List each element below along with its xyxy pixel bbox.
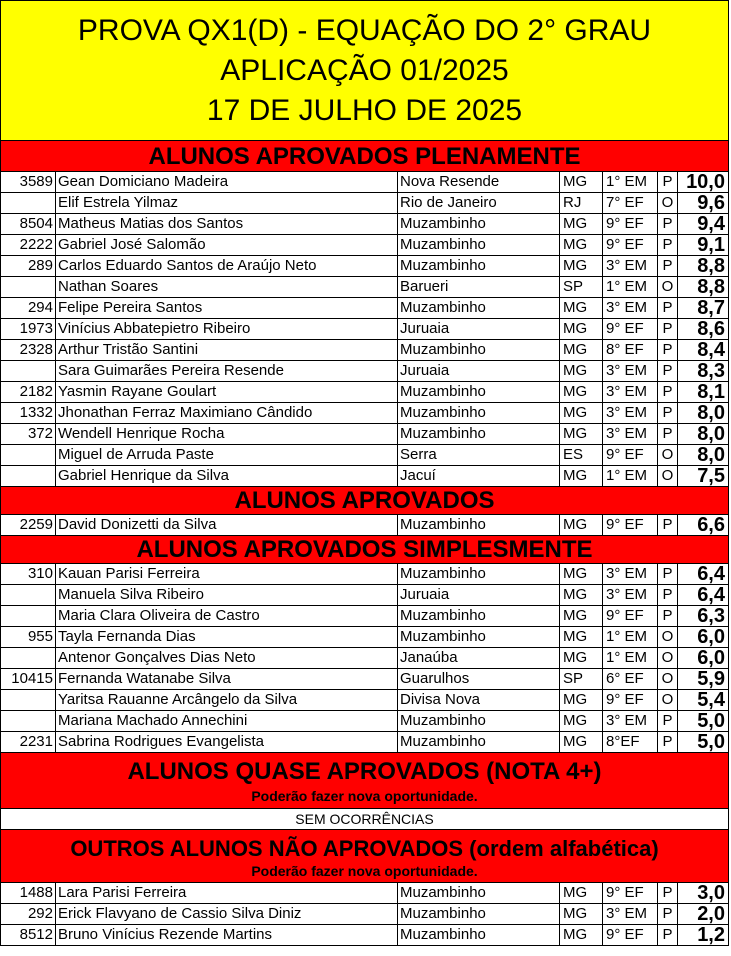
table-row: [1, 690, 728, 711]
student-type: P: [658, 564, 678, 584]
student-grade: 1° EM: [603, 172, 658, 192]
student-score: 9,4: [697, 214, 725, 234]
student-type: O: [658, 627, 678, 647]
student-name: Tayla Fernanda Dias: [56, 627, 398, 647]
student-state: MG: [560, 606, 603, 626]
student-type: P: [658, 340, 678, 360]
student-score: 8,4: [697, 340, 725, 360]
table-row: [1, 256, 728, 277]
student-city: Nova Resende: [398, 172, 560, 192]
student-state: MG: [560, 515, 603, 535]
student-id: 2328: [1, 340, 56, 360]
student-grade: 8° EF: [603, 340, 658, 360]
student-id: [1, 648, 56, 668]
header-application: APLICAÇÃO 01/2025: [220, 53, 509, 87]
student-city: Barueri: [398, 277, 560, 297]
student-state: SP: [560, 669, 603, 689]
student-id: [1, 711, 56, 731]
student-city: Muzambinho: [398, 298, 560, 318]
table-row: [1, 319, 728, 340]
student-grade: 9° EF: [603, 214, 658, 234]
student-score: 8,3: [697, 361, 725, 381]
student-city: Muzambinho: [398, 925, 560, 945]
student-id: 2222: [1, 235, 56, 255]
student-state: MG: [560, 319, 603, 339]
student-type: O: [658, 648, 678, 668]
student-state: MG: [560, 298, 603, 318]
table-row: [1, 403, 728, 424]
student-state: MG: [560, 466, 603, 486]
student-city: Muzambinho: [398, 382, 560, 402]
student-score: 8,1: [697, 382, 725, 402]
student-city: Divisa Nova: [398, 690, 560, 710]
student-id: 8512: [1, 925, 56, 945]
student-name: Felipe Pereira Santos: [56, 298, 398, 318]
student-id: 8504: [1, 214, 56, 234]
student-id: [1, 361, 56, 381]
student-name: Erick Flavyano de Cassio Silva Diniz: [56, 904, 398, 924]
student-grade: 9° EF: [603, 925, 658, 945]
table-row: [1, 382, 728, 403]
student-type: P: [658, 361, 678, 381]
table-row: [1, 424, 728, 445]
student-id: 3589: [1, 172, 56, 192]
student-city: Muzambinho: [398, 883, 560, 903]
table-row: [1, 627, 728, 648]
student-name: Kauan Parisi Ferreira: [56, 564, 398, 584]
student-state: MG: [560, 235, 603, 255]
student-type: O: [658, 466, 678, 486]
student-id: [1, 690, 56, 710]
student-grade: 3° EM: [603, 361, 658, 381]
section-outros-table: [1, 883, 728, 946]
student-state: MG: [560, 424, 603, 444]
student-id: [1, 445, 56, 465]
table-row: [1, 340, 728, 361]
student-name: Matheus Matias dos Santos: [56, 214, 398, 234]
student-score: 8,8: [697, 256, 725, 276]
student-city: Muzambinho: [398, 424, 560, 444]
section-outros-header: [1, 830, 728, 883]
student-city: Muzambinho: [398, 564, 560, 584]
student-city: Muzambinho: [398, 515, 560, 535]
student-id: 310: [1, 564, 56, 584]
student-type: P: [658, 904, 678, 924]
student-state: MG: [560, 883, 603, 903]
table-row: [1, 732, 728, 753]
student-state: MG: [560, 690, 603, 710]
section-plenamente-title: ALUNOS APROVADOS PLENAMENTE: [1, 141, 728, 172]
student-id: [1, 277, 56, 297]
student-city: Muzambinho: [398, 606, 560, 626]
student-type: P: [658, 256, 678, 276]
student-score: 8,0: [697, 424, 725, 444]
student-state: MG: [560, 214, 603, 234]
student-name: Gabriel Henrique da Silva: [56, 466, 398, 486]
student-name: Sabrina Rodrigues Evangelista: [56, 732, 398, 752]
student-id: 289: [1, 256, 56, 276]
student-grade: 3° EM: [603, 711, 658, 731]
student-score: 5,9: [697, 669, 725, 689]
student-name: Lara Parisi Ferreira: [56, 883, 398, 903]
section-plenamente-table: [1, 172, 728, 487]
section-outros-subtitle: Poderão fazer nova oportunidade.: [251, 863, 478, 879]
student-type: P: [658, 382, 678, 402]
student-id: 10415: [1, 669, 56, 689]
student-grade: 1° EM: [603, 466, 658, 486]
section-quase-header: [1, 753, 728, 809]
student-city: Muzambinho: [398, 256, 560, 276]
student-type: P: [658, 925, 678, 945]
student-state: MG: [560, 585, 603, 605]
student-type: O: [658, 690, 678, 710]
student-name: Yaritsa Rauanne Arcângelo da Silva: [56, 690, 398, 710]
student-state: MG: [560, 382, 603, 402]
student-type: O: [658, 669, 678, 689]
student-city: Muzambinho: [398, 711, 560, 731]
student-name: Maria Clara Oliveira de Castro: [56, 606, 398, 626]
student-city: Muzambinho: [398, 235, 560, 255]
student-score: 6,4: [697, 585, 725, 605]
student-city: Rio de Janeiro: [398, 193, 560, 213]
student-grade: 9° EF: [603, 690, 658, 710]
student-score: 1,2: [697, 925, 725, 945]
table-row: [1, 172, 728, 193]
student-grade: 9° EF: [603, 235, 658, 255]
student-grade: 3° EM: [603, 564, 658, 584]
student-grade: 8°EF: [603, 732, 658, 752]
student-name: Gean Domiciano Madeira: [56, 172, 398, 192]
student-state: MG: [560, 340, 603, 360]
student-id: [1, 466, 56, 486]
student-state: MG: [560, 925, 603, 945]
student-id: 372: [1, 424, 56, 444]
student-score: 6,6: [697, 515, 725, 535]
student-city: Janaúba: [398, 648, 560, 668]
table-row: [1, 235, 728, 256]
student-type: P: [658, 403, 678, 423]
student-score: 5,4: [697, 690, 725, 710]
student-type: O: [658, 445, 678, 465]
student-type: P: [658, 214, 678, 234]
student-grade: 3° EM: [603, 904, 658, 924]
table-row: [1, 214, 728, 235]
student-type: P: [658, 585, 678, 605]
student-name: Vinícius Abbatepietro Ribeiro: [56, 319, 398, 339]
table-row: [1, 515, 728, 536]
section-outros-title: OUTROS ALUNOS NÃO APROVADOS (ordem alfabética): [70, 836, 659, 861]
table-row: [1, 361, 728, 382]
student-score: 8,7: [697, 298, 725, 318]
student-name: Jhonathan Ferraz Maximiano Cândido: [56, 403, 398, 423]
student-grade: 6° EF: [603, 669, 658, 689]
student-id: 1332: [1, 403, 56, 423]
section-aprovados-table: [1, 515, 728, 536]
student-score: 5,0: [697, 732, 725, 752]
table-row: [1, 445, 728, 466]
section-simplesmente-title: ALUNOS APROVADOS SIMPLESMENTE: [1, 536, 728, 564]
student-score: 6,0: [697, 648, 725, 668]
table-row: [1, 606, 728, 627]
student-type: P: [658, 711, 678, 731]
student-grade: 3° EM: [603, 298, 658, 318]
table-row: [1, 904, 728, 925]
student-score: 6,0: [697, 627, 725, 647]
student-score: 7,5: [697, 466, 725, 486]
student-score: 5,0: [697, 711, 725, 731]
student-id: [1, 606, 56, 626]
header-date: 17 DE JULHO DE 2025: [206, 93, 523, 127]
student-type: P: [658, 424, 678, 444]
student-type: P: [658, 172, 678, 192]
student-grade: 9° EF: [603, 445, 658, 465]
student-id: 955: [1, 627, 56, 647]
student-state: MG: [560, 732, 603, 752]
student-id: 294: [1, 298, 56, 318]
student-score: 2,0: [697, 904, 725, 924]
student-id: 2259: [1, 515, 56, 535]
student-city: Muzambinho: [398, 403, 560, 423]
student-id: 292: [1, 904, 56, 924]
student-name: Wendell Henrique Rocha: [56, 424, 398, 444]
student-id: 2231: [1, 732, 56, 752]
table-row: [1, 564, 728, 585]
student-type: P: [658, 298, 678, 318]
student-city: Muzambinho: [398, 214, 560, 234]
table-row: [1, 585, 728, 606]
table-row: [1, 193, 728, 214]
table-row: [1, 669, 728, 690]
student-name: Carlos Eduardo Santos de Araújo Neto: [56, 256, 398, 276]
table-row: [1, 925, 728, 946]
student-score: 6,4: [697, 564, 725, 584]
table-row: [1, 277, 728, 298]
student-state: SP: [560, 277, 603, 297]
student-state: RJ: [560, 193, 603, 213]
student-score: 8,0: [697, 403, 725, 423]
section-quase-empty: SEM OCORRÊNCIAS: [1, 809, 728, 830]
table-row: [1, 298, 728, 319]
table-row: [1, 466, 728, 487]
student-type: P: [658, 606, 678, 626]
student-id: [1, 193, 56, 213]
student-name: Bruno Vinícius Rezende Martins: [56, 925, 398, 945]
header-title: PROVA QX1(D) - EQUAÇÃO DO 2° GRAU: [77, 13, 652, 47]
student-city: Juruaia: [398, 319, 560, 339]
student-score: 9,6: [697, 193, 725, 213]
student-grade: 1° EM: [603, 648, 658, 668]
student-grade: 9° EF: [603, 606, 658, 626]
student-grade: 1° EM: [603, 627, 658, 647]
student-name: Antenor Gonçalves Dias Neto: [56, 648, 398, 668]
student-grade: 3° EM: [603, 403, 658, 423]
student-grade: 3° EM: [603, 585, 658, 605]
section-quase-title: ALUNOS QUASE APROVADOS (NOTA 4+): [127, 758, 602, 785]
student-city: Muzambinho: [398, 904, 560, 924]
student-type: O: [658, 193, 678, 213]
student-id: 1973: [1, 319, 56, 339]
student-grade: 1° EM: [603, 277, 658, 297]
table-row: [1, 648, 728, 669]
section-simplesmente-table: [1, 564, 728, 753]
student-grade: 9° EF: [603, 883, 658, 903]
section-quase-subtitle: Poderão fazer nova oportunidade.: [251, 788, 478, 804]
student-state: MG: [560, 627, 603, 647]
student-name: Miguel de Arruda Paste: [56, 445, 398, 465]
student-name: David Donizetti da Silva: [56, 515, 398, 535]
student-name: Yasmin Rayane Goulart: [56, 382, 398, 402]
student-city: Muzambinho: [398, 732, 560, 752]
student-type: O: [658, 277, 678, 297]
student-type: P: [658, 515, 678, 535]
student-city: Juruaia: [398, 585, 560, 605]
student-score: 6,3: [697, 606, 725, 626]
student-name: Mariana Machado Annechini: [56, 711, 398, 731]
student-score: 3,0: [697, 883, 725, 903]
student-state: MG: [560, 172, 603, 192]
student-id: 1488: [1, 883, 56, 903]
student-name: Fernanda Watanabe Silva: [56, 669, 398, 689]
student-state: MG: [560, 711, 603, 731]
student-score: 10,0: [686, 172, 725, 192]
student-name: Sara Guimarães Pereira Resende: [56, 361, 398, 381]
student-name: Arthur Tristão Santini: [56, 340, 398, 360]
student-state: MG: [560, 564, 603, 584]
student-name: Manuela Silva Ribeiro: [56, 585, 398, 605]
student-score: 8,6: [697, 319, 725, 339]
student-grade: 9° EF: [603, 515, 658, 535]
student-type: P: [658, 235, 678, 255]
student-city: Juruaia: [398, 361, 560, 381]
student-state: MG: [560, 904, 603, 924]
student-state: MG: [560, 403, 603, 423]
student-city: Jacuí: [398, 466, 560, 486]
student-grade: 9° EF: [603, 319, 658, 339]
student-type: P: [658, 319, 678, 339]
section-aprovados-title: ALUNOS APROVADOS: [1, 487, 728, 515]
student-grade: 3° EM: [603, 424, 658, 444]
student-city: Muzambinho: [398, 627, 560, 647]
table-row: [1, 883, 728, 904]
student-city: Guarulhos: [398, 669, 560, 689]
student-score: 8,8: [697, 277, 725, 297]
student-city: Muzambinho: [398, 340, 560, 360]
student-state: MG: [560, 648, 603, 668]
student-city: Serra: [398, 445, 560, 465]
student-grade: 3° EM: [603, 382, 658, 402]
student-type: P: [658, 732, 678, 752]
student-name: Gabriel José Salomão: [56, 235, 398, 255]
student-name: Nathan Soares: [56, 277, 398, 297]
student-score: 8,0: [697, 445, 725, 465]
student-grade: 3° EM: [603, 256, 658, 276]
student-grade: 7° EF: [603, 193, 658, 213]
student-id: [1, 585, 56, 605]
student-name: Elif Estrela Yilmaz: [56, 193, 398, 213]
page-header: [1, 0, 728, 141]
student-state: MG: [560, 256, 603, 276]
table-row: [1, 711, 728, 732]
student-type: P: [658, 883, 678, 903]
student-id: 2182: [1, 382, 56, 402]
student-score: 9,1: [697, 235, 725, 255]
student-state: MG: [560, 361, 603, 381]
student-state: ES: [560, 445, 603, 465]
